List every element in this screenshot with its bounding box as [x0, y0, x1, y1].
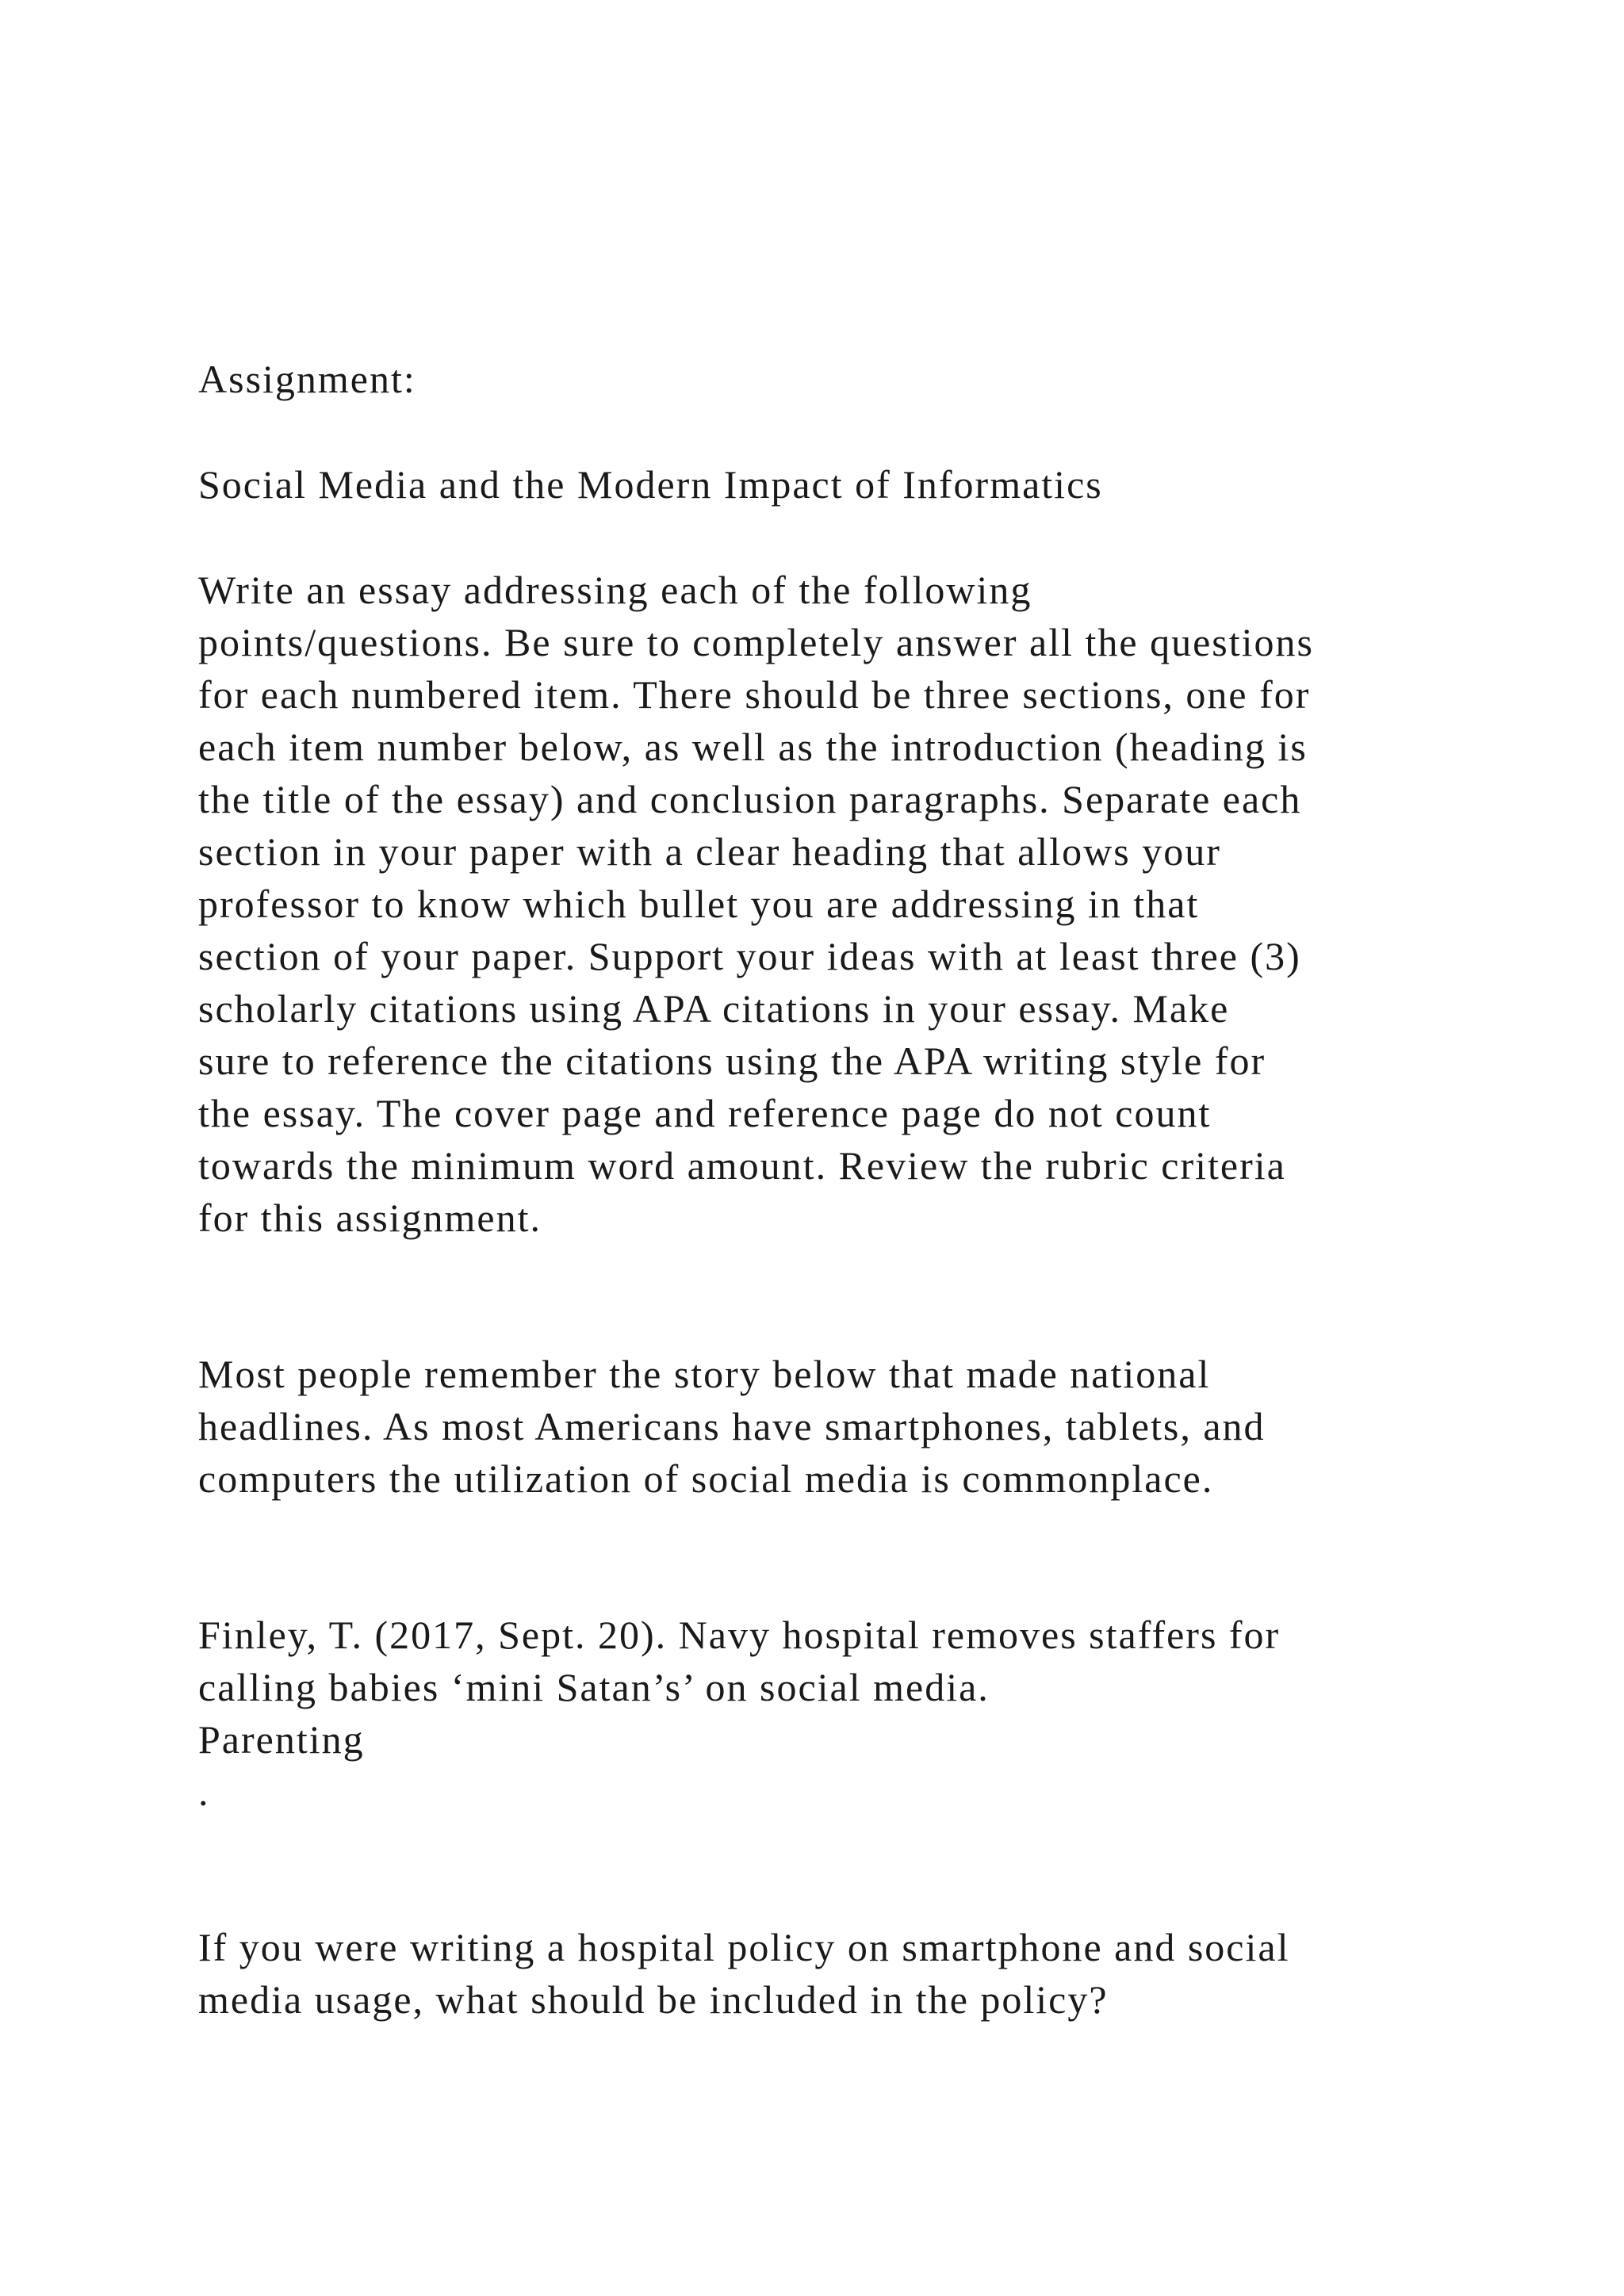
essay-title-text: Social Media and the Modern Impact of Informatics — [198, 462, 1103, 507]
instructions-line: the essay. The cover page and reference page do not count — [198, 1091, 1212, 1135]
citation-source: Parenting — [198, 1717, 365, 1762]
instructions-line: scholarly citations using APA citations in your essay. Make — [198, 986, 1230, 1031]
assignment-heading — [198, 353, 1483, 405]
instructions-line: for this assignment. — [198, 1196, 542, 1240]
instructions-line: each item number below, as well as the introduction (heading is — [198, 725, 1308, 769]
instructions-line: sure to reference the citations using the APA writing style for — [198, 1039, 1266, 1083]
citation-period: . — [198, 1770, 210, 1814]
citation-line: Finley, T. (2017, Sept. 20). Navy hospital removes staffers for — [198, 1613, 1281, 1657]
essay-title — [198, 458, 1483, 511]
instructions-line: points/questions. Be sure to completely answer all the questions — [198, 620, 1314, 664]
instructions-line: section of your paper. Support your ideas with at least three (3) — [198, 934, 1301, 978]
story-intro-paragraph — [198, 1348, 1483, 1505]
instructions-line: the title of the essay) and conclusion paragraphs. Separate each — [198, 777, 1302, 821]
story-intro-line: Most people remember the story below that made national — [198, 1352, 1211, 1396]
instructions-paragraph — [198, 564, 1483, 1244]
citation-paragraph — [198, 1609, 1483, 1818]
instructions-line: for each numbered item. There should be three sections, one for — [198, 672, 1311, 717]
instructions-line: towards the minimum word amount. Review the rubric criteria — [198, 1143, 1286, 1188]
policy-question-line: If you were writing a hospital policy on smartphone and social — [198, 1925, 1290, 1969]
instructions-line: professor to know which bullet you are addressing in that — [198, 882, 1200, 926]
policy-question-paragraph — [198, 1921, 1483, 2026]
policy-question-line: media usage, what should be included in the policy? — [198, 1977, 1109, 2022]
story-intro-line: headlines. As most Americans have smartphones, tablets, and — [198, 1404, 1266, 1448]
citation-line: calling babies ‘mini Satan’s’ on social media. — [198, 1665, 990, 1709]
instructions-line: Write an essay addressing each of the following — [198, 568, 1032, 612]
instructions-line: section in your paper with a clear heading that allows your — [198, 829, 1221, 874]
story-intro-line: computers the utilization of social media is commonplace. — [198, 1456, 1214, 1501]
assignment-heading-text: Assignment: — [198, 357, 416, 401]
